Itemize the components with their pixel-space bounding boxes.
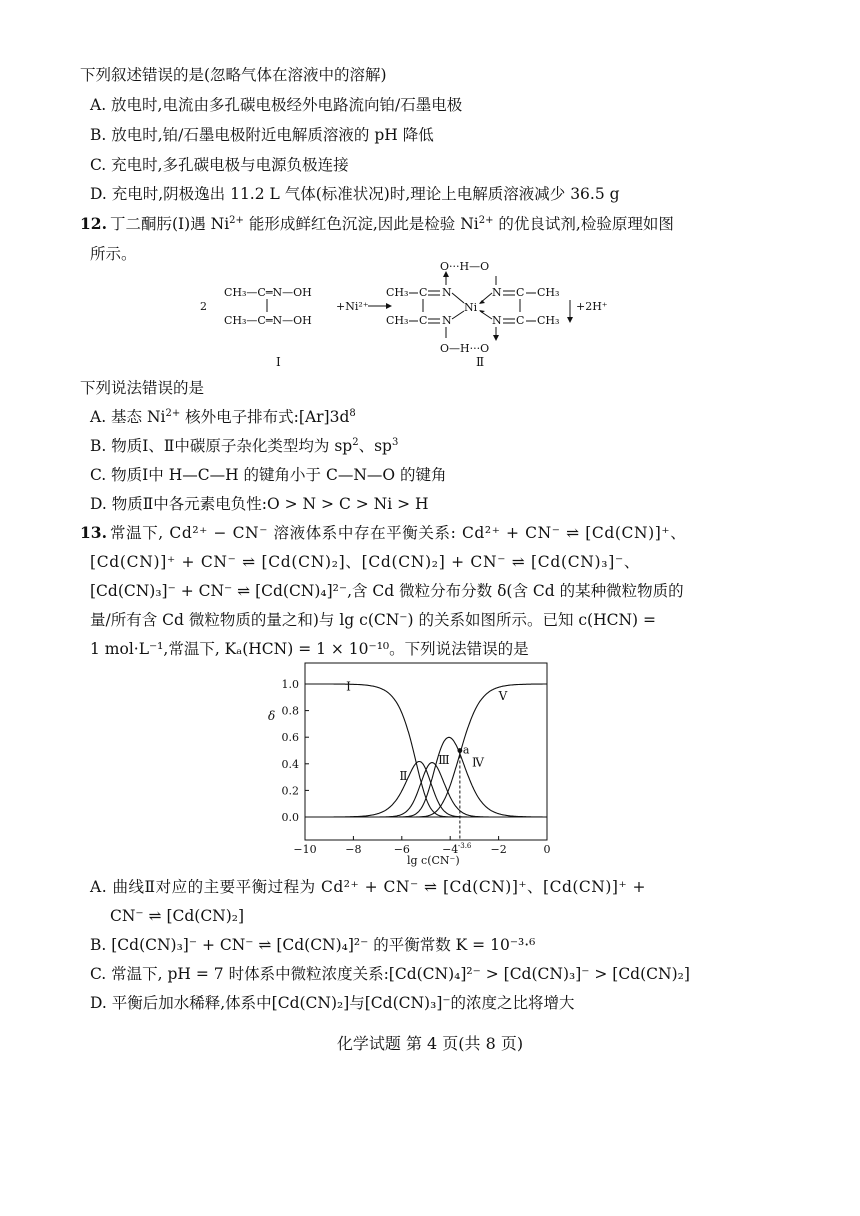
scheme-ch3-top-right: CH₃ xyxy=(537,286,560,299)
q13-stem-line4: 量/所有含 Cd 微粒物质的量之和)与 lg c(CN⁻) 的关系如图所示。已知 c(HCN) = xyxy=(90,611,657,629)
q13-stem-line2: [Cd(CN)]⁺ + CN⁻ ⇌ [Cd(CN)₂]、[Cd(CN)₂] + CN⁻ ⇌ [Cd(CN)₃]⁻、 xyxy=(90,553,641,571)
q12-option-b: B. 物质Ⅰ、Ⅱ中碳原子杂化类型均为 $sp^2$、$sp^3$ xyxy=(90,436,399,455)
x-tick-label: −10 xyxy=(293,843,317,856)
curve-label-3: Ⅲ xyxy=(438,752,450,767)
q13-option-a-line2: CN⁻ ⇌ [Cd(CN)₂] xyxy=(110,907,245,925)
curves xyxy=(305,684,547,817)
point-a-label: a xyxy=(462,743,470,757)
special-tick-label: -3.6 xyxy=(457,842,472,850)
tick-labels xyxy=(282,678,551,856)
x-tick-label: −2 xyxy=(490,843,507,856)
scheme-h-plus: +2H⁺ xyxy=(576,300,608,313)
curve-label-5: Ⅴ xyxy=(498,688,508,703)
scheme-hbond-top: O···H—O xyxy=(440,260,490,273)
scheme-plus-ni: +Ni²⁺ xyxy=(336,300,369,313)
q12-option-a: A. 基态 $Ni^{2+}$ 核外电子排布式$:[Ar]3d^8$ xyxy=(90,407,356,426)
q12-option-c: C. 物质Ⅰ中 H—C—H 的键角小于 C—N—O 的键角 xyxy=(90,466,447,484)
curve-3 xyxy=(305,763,547,817)
scheme-hbond-bottom: O—H···O xyxy=(440,342,490,355)
scheme-ni: Ni xyxy=(464,301,478,314)
scheme-c-bottom-left: C xyxy=(419,314,428,327)
q13-stem-line5: 1 mol·L⁻¹,常温下, Kₐ(HCN) = 1 × 10⁻¹⁰。下列说法错误的是 xyxy=(90,640,529,658)
curve-label-2: Ⅱ xyxy=(399,768,408,783)
y-tick-label: 0.4 xyxy=(281,757,299,771)
q13-option-a-line1: A. 曲线Ⅱ对应的主要平衡过程为 Cd²⁺ + CN⁻ ⇌ [Cd(CN)]⁺、[Cd(CN)]⁺ + xyxy=(90,878,647,896)
y-tick-label: 0.0 xyxy=(281,811,299,824)
scheme-n-bottom-right: N xyxy=(492,314,502,327)
y-axis-label: δ xyxy=(268,709,276,723)
scheme-reactant-top: CH₃—C═N—OH xyxy=(224,286,312,299)
scheme-label-2: Ⅱ xyxy=(476,355,485,368)
scheme-c-top-right: C xyxy=(516,286,525,299)
x-axis-label: lg c(CN⁻) xyxy=(407,854,460,867)
scheme-ch3-bottom-right: CH₃ xyxy=(537,314,560,327)
scheme-c-top-left: C xyxy=(419,286,428,299)
x-tick-label: 0 xyxy=(543,843,551,856)
q11-option-a: A. 放电时,电流由多孔碳电极经外电路流向铂/石墨电极 xyxy=(90,96,463,114)
q13-option-b: B. [Cd(CN)₃]⁻ + CN⁻ ⇌ [Cd(CN)₄]²⁻ 的平衡常数 K = 10⁻³·⁶ xyxy=(90,936,536,954)
q12-intro: 下列说法错误的是 xyxy=(80,379,205,397)
scheme-n-top-left: N xyxy=(442,286,452,299)
scheme-ch3-top-left: CH₃ xyxy=(386,286,409,299)
scheme-c-bottom-right: C xyxy=(516,314,525,327)
plot-frame xyxy=(305,663,547,840)
y-tick-label: 0.8 xyxy=(281,704,299,718)
q13-option-d: D. 平衡后加水稀释,体系中[Cd(CN)₂]与[Cd(CN)₃]⁻的浓度之比将增大 xyxy=(90,994,575,1012)
point-a xyxy=(457,748,462,753)
scheme-label-1: Ⅰ xyxy=(276,355,281,368)
q12-stem-line2: 所示。 xyxy=(90,245,137,263)
scheme-n-top-right: N xyxy=(492,286,502,299)
q11-stem: 下列叙述错误的是(忽略气体在溶液中的溶解) xyxy=(80,66,387,84)
scheme-coefficient: 2 xyxy=(200,300,207,313)
q11-option-c: C. 充电时,多孔碳电极与电源负极连接 xyxy=(90,156,349,174)
scheme-n-bottom-left: N xyxy=(442,314,452,327)
q12-option-d: D. 物质Ⅱ中各元素电负性:O > N > C > Ni > H xyxy=(90,495,429,513)
q12-stem-line1: 丁二酮肟(Ⅰ)遇 $Ni^{2+}$ 能形成鲜红色沉淀,因此是检验 $Ni^{2+}$ 的优良试剂,检验原理如图 xyxy=(110,214,674,233)
curve-label-1: Ⅰ xyxy=(346,679,351,694)
x-tick-label: −4 xyxy=(442,843,459,856)
q11-option-b: B. 放电时,铂/石墨电极附近电解质溶液的 pH 降低 xyxy=(90,126,434,144)
q13-stem-line3: [Cd(CN)₃]⁻ + CN⁻ ⇌ [Cd(CN)₄]²⁻,含 Cd 微粒分布分数 δ(含 Cd 的某种微粒物质的 xyxy=(90,582,684,600)
curve-4 xyxy=(305,737,547,817)
scheme-ch3-bottom-left: CH₃ xyxy=(386,314,409,327)
x-tick-label: −8 xyxy=(345,843,362,856)
page-footer: 化学试题 第 4 页(共 8 页) xyxy=(336,1034,524,1053)
distribution-chart xyxy=(262,658,562,868)
q12-number: 12. xyxy=(80,214,107,233)
q11-option-d: D. 充电时,阴极逸出 11.2 L 气体(标准状况)时,理论上电解质溶液减少 36.5 g xyxy=(90,185,620,203)
y-tick-label: 1.0 xyxy=(281,678,299,691)
q13-option-c: C. 常温下, pH = 7 时体系中微粒浓度关系:[Cd(CN)₄]²⁻ > [Cd(CN)₃]⁻ > [Cd(CN)₂] xyxy=(90,965,690,983)
q13-number: 13. xyxy=(80,523,107,542)
x-tick-label: −6 xyxy=(393,843,410,856)
q13-stem-line1: 常温下, Cd²⁺ − CN⁻ 溶液体系中存在平衡关系: Cd²⁺ + CN⁻ ⇌ [Cd(CN)]⁺、 xyxy=(110,524,687,542)
scheme-reactant-bottom: CH₃—C═N—OH xyxy=(224,314,312,327)
curve-label-4: Ⅳ xyxy=(471,755,484,770)
y-tick-label: 0.2 xyxy=(281,784,299,798)
y-tick-label: 0.6 xyxy=(281,731,299,745)
reaction-scheme xyxy=(196,256,636,368)
